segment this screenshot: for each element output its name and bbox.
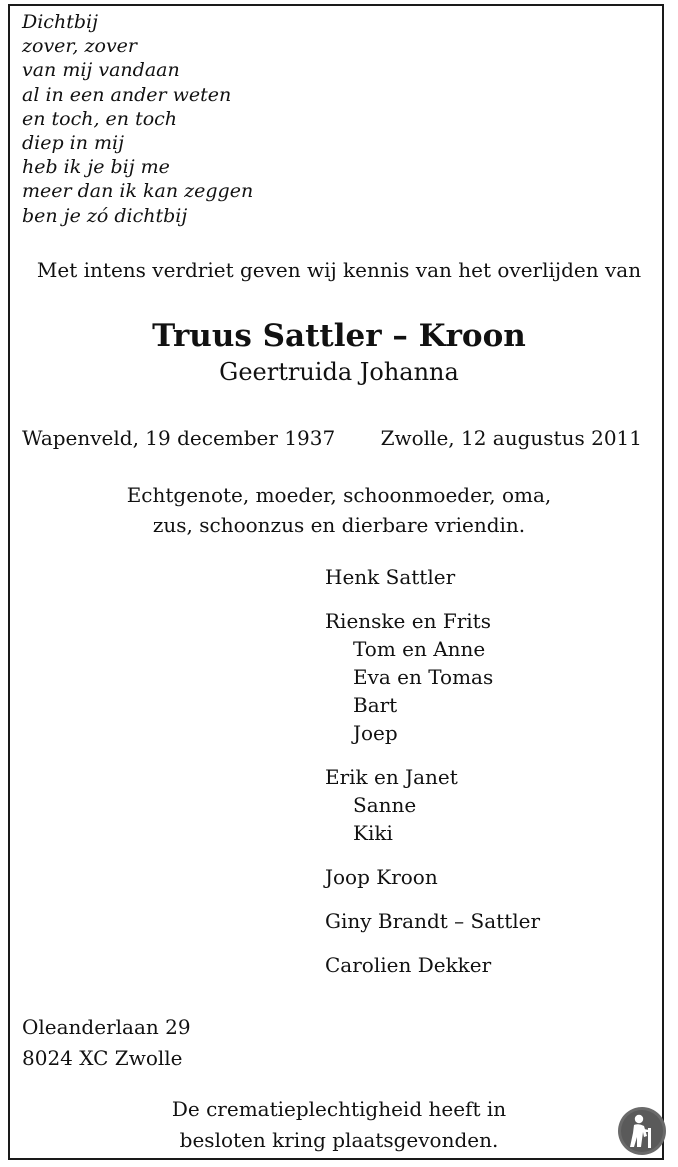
poem-line: zover, zover xyxy=(22,35,138,58)
family-group xyxy=(325,607,540,747)
poem-line: diep in mij xyxy=(22,132,125,155)
family-head: Henk Sattler xyxy=(325,565,456,589)
poem xyxy=(22,10,253,228)
roles-line: zus, schoonzus en dierbare vriendin. xyxy=(152,513,526,537)
family-head: Rienske en Frits xyxy=(325,609,491,633)
poem-line: en toch, en toch xyxy=(22,107,178,130)
family-child: Eva en Tomas xyxy=(353,665,494,689)
family-child: Kiki xyxy=(353,821,393,845)
address-street: Oleanderlaan 29 xyxy=(22,1015,191,1039)
family-group xyxy=(325,951,540,979)
correspondence-address xyxy=(22,1012,191,1074)
intro-text: Met intens verdriet geven wij kennis van het overlijden van xyxy=(36,258,642,282)
family-head: Erik en Janet xyxy=(325,765,458,789)
poem-line: ben je zó dichtbij xyxy=(22,204,188,227)
family-group xyxy=(325,863,540,891)
deceased-given-names: Geertruida Johanna xyxy=(219,358,459,386)
family-child: Joep xyxy=(353,721,398,745)
poem-line: van mij vandaan xyxy=(22,59,180,82)
deceased-name: Truus Sattler – Kroon xyxy=(152,318,526,354)
family-roles xyxy=(0,480,678,540)
family-list xyxy=(325,563,540,995)
address-city: 8024 XC Zwolle xyxy=(22,1046,183,1070)
family-child: Bart xyxy=(353,693,398,717)
closing-line: De crematieplechtigheid heeft in xyxy=(171,1097,507,1121)
family-head: Joop Kroon xyxy=(325,865,438,889)
birth-place-date: Wapenveld, 19 december 1937 xyxy=(22,426,336,450)
mourner-figure-icon xyxy=(617,1106,667,1156)
family-group xyxy=(325,907,540,935)
poem-line: Dichtbij xyxy=(22,11,98,33)
poem-line: al in een ander weten xyxy=(22,83,232,106)
family-head: Carolien Dekker xyxy=(325,953,492,977)
roles-line: Echtgenote, moeder, schoonmoeder, oma, xyxy=(126,483,552,507)
family-group xyxy=(325,763,540,847)
family-group xyxy=(325,563,540,591)
death-place-date: Zwolle, 12 augustus 2011 xyxy=(380,426,642,450)
poem-line: meer dan ik kan zeggen xyxy=(22,180,254,203)
poem-line: heb ik je bij me xyxy=(22,156,170,179)
family-child: Tom en Anne xyxy=(353,637,486,661)
family-head: Giny Brandt – Sattler xyxy=(325,909,541,933)
closing-line: besloten kring plaatsgevonden. xyxy=(179,1128,499,1152)
family-child: Sanne xyxy=(353,793,417,817)
closing-note xyxy=(0,1094,678,1156)
